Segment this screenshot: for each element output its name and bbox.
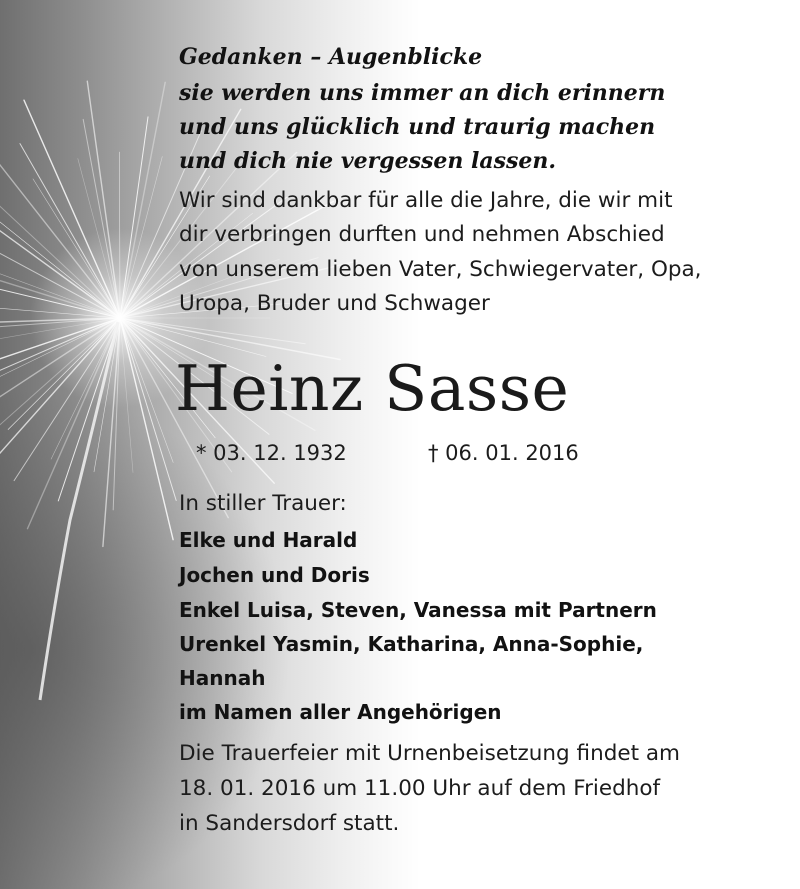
ceremony-line: 18. 01. 2016 um 11.00 Uhr auf dem Friedhof	[179, 776, 661, 801]
death-date: † 06. 01. 2016	[428, 441, 579, 465]
deceased-name: Heinz Sasse	[175, 352, 570, 425]
mourner-line: Jochen und Doris	[179, 563, 370, 587]
intro-line: Wir sind dankbar für alle die Jahre, die wir mit	[179, 188, 673, 213]
verse-line: und uns glücklich und traurig machen	[179, 114, 656, 140]
ceremony-line: in Sandersdorf statt.	[179, 811, 400, 836]
intro-line: dir verbringen durften und nehmen Abschied	[179, 222, 665, 247]
mourner-line: Enkel Luisa, Steven, Vanessa mit Partnern	[179, 598, 657, 622]
verse-line: und dich nie vergessen lassen.	[179, 148, 557, 174]
verse-line: Gedanken – Augenblicke	[179, 44, 483, 70]
mourner-line: Urenkel Yasmin, Katharina, Anna-Sophie,	[179, 632, 644, 656]
mourner-line: Elke und Harald	[179, 528, 358, 552]
mourner-line: Hannah	[179, 666, 266, 690]
mourner-line: im Namen aller Angehörigen	[179, 700, 502, 724]
ceremony-line: Die Trauerfeier mit Urnenbeisetzung findet am	[179, 741, 680, 766]
intro-line: von unserem lieben Vater, Schwiegervater, Opa,	[179, 257, 702, 282]
intro-line: Uropa, Bruder und Schwager	[179, 291, 490, 316]
birth-date: * 03. 12. 1932	[196, 441, 347, 465]
mourners-heading: In stiller Trauer:	[179, 491, 347, 516]
verse-line: sie werden uns immer an dich erinnern	[179, 80, 666, 106]
